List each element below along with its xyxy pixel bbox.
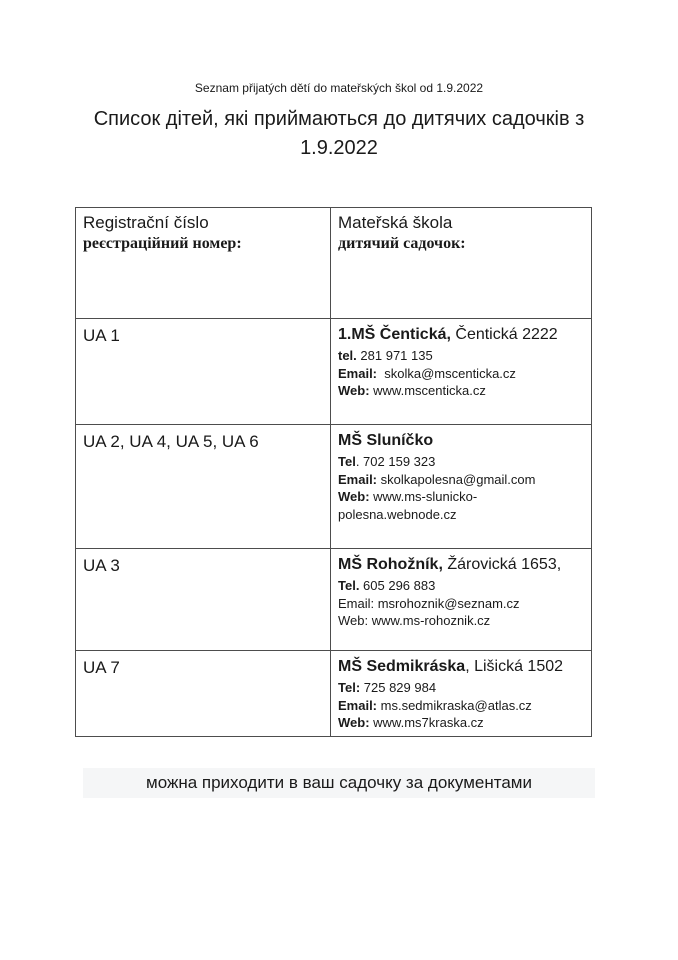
email-line	[338, 697, 579, 715]
school-name-line	[338, 430, 579, 451]
web-line	[338, 382, 579, 400]
table-row	[76, 425, 592, 549]
table-row	[76, 651, 592, 737]
registration-number: UA 7	[83, 658, 120, 677]
school-name: 1.MŠ Čentická,	[338, 326, 451, 343]
web-label: Web:	[338, 715, 370, 730]
phone-value: 281 971 135	[356, 348, 433, 363]
phone-line	[338, 679, 579, 697]
registration-number: UA 2, UA 4, UA 5, UA 6	[83, 432, 259, 451]
school-name: MŠ Sluníčko	[338, 432, 434, 449]
school-address: , Lišická 1502	[465, 658, 564, 675]
email-value: ms.sedmikraska@atlas.cz	[377, 697, 532, 713]
phone-label: Tel.	[338, 578, 360, 593]
school-cell	[331, 425, 592, 549]
school-name-line	[338, 656, 579, 677]
phone-value: . 702 159 323	[355, 454, 436, 469]
web-value: Web: www.ms-rohoznik.cz	[338, 613, 491, 628]
school-name-line	[338, 554, 579, 575]
header-registration-uk: реєстраційний номер:	[83, 235, 242, 252]
header-cell-registration	[76, 208, 331, 319]
email-value: skolka@mscenticka.cz	[377, 365, 516, 381]
schools-table	[75, 207, 592, 737]
phone-value: 605 296 883	[359, 578, 436, 593]
school-address: Žárovická 1653,	[442, 556, 562, 573]
registration-cell	[76, 319, 331, 425]
phone-label: Tel:	[338, 680, 361, 695]
registration-number: UA 3	[83, 556, 120, 575]
registration-number: UA 1	[83, 326, 120, 345]
web-value: www.ms-slunicko-polesna.webnode.cz	[338, 489, 478, 522]
registration-cell	[76, 425, 331, 549]
header-school-cs: Mateřská škola	[338, 213, 453, 232]
footer-note: можна приходити в ваш садочку за документами	[83, 768, 595, 798]
header-cell-school	[331, 208, 592, 319]
email-line	[338, 595, 579, 613]
header-school-uk: дитячий садочок:	[338, 235, 466, 252]
phone-line	[338, 453, 579, 471]
table-row	[76, 319, 592, 425]
school-name: MŠ Rohožník,	[338, 556, 443, 573]
page-title-line2: 1.9.2022	[300, 137, 378, 159]
table-header-row	[76, 208, 592, 319]
web-line	[338, 488, 579, 523]
page-title	[0, 105, 678, 163]
web-label: Web:	[338, 383, 370, 398]
web-line	[338, 714, 579, 732]
school-cell	[331, 319, 592, 425]
registration-cell	[76, 549, 331, 651]
school-cell	[331, 651, 592, 737]
email-label: Email:	[338, 471, 378, 487]
header-registration-cs: Registrační číslo	[83, 213, 209, 232]
email-label: Email:	[338, 697, 378, 713]
web-value: www.ms7kraska.cz	[369, 715, 484, 730]
document-subtitle: Seznam přijatých dětí do mateřských škol od 1.9.2022	[194, 81, 484, 95]
email-value: skolkapolesna@gmail.com	[377, 471, 536, 487]
email-line	[338, 471, 579, 489]
school-name: MŠ Sedmikráska	[338, 658, 466, 675]
web-line	[338, 612, 579, 630]
web-value: www.mscenticka.cz	[369, 383, 486, 398]
web-label: Web:	[338, 489, 370, 504]
school-cell	[331, 549, 592, 651]
phone-label: tel.	[338, 348, 357, 363]
school-name-line	[338, 324, 579, 345]
email-value: Email: msrohoznik@seznam.cz	[338, 595, 520, 611]
phone-line	[338, 577, 579, 595]
email-label: Email:	[338, 365, 378, 381]
phone-label: Tel	[338, 454, 356, 469]
registration-cell	[76, 651, 331, 737]
phone-value: 725 829 984	[360, 680, 437, 695]
email-line	[338, 365, 579, 383]
page-title-line1: Список дітей, які приймаються до дитячих садочків з	[93, 108, 585, 130]
table-row	[76, 549, 592, 651]
phone-line	[338, 347, 579, 365]
school-address: Čentická 2222	[450, 326, 558, 343]
